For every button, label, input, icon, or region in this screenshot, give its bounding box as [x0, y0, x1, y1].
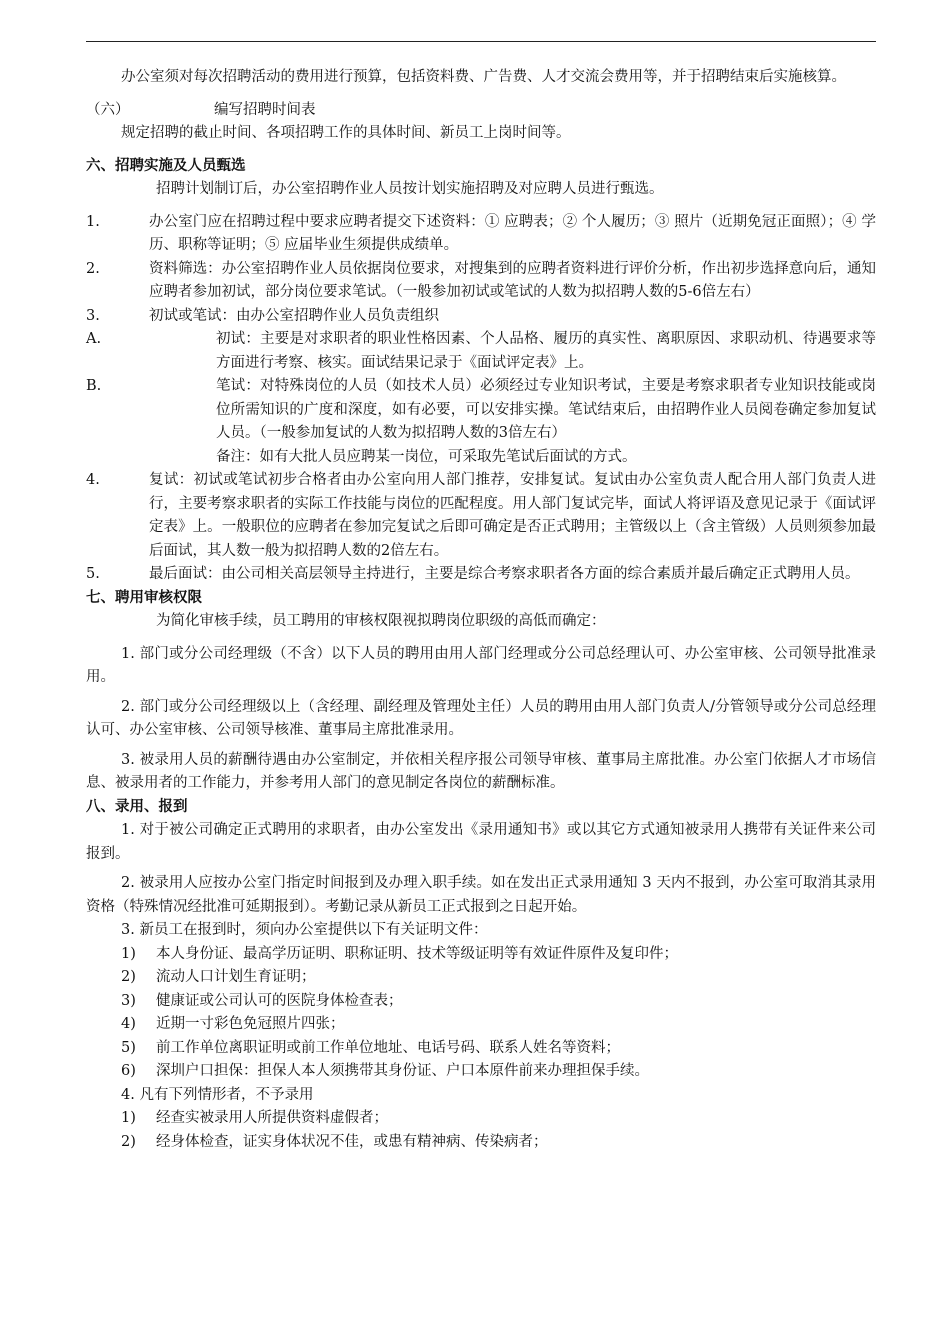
section-title: 编写招聘时间表: [214, 101, 316, 118]
list-text: 复试：初试或笔试初步合格者由办公室向用人部门推荐，安排复试。复试由办公室负责人配合用人部门负责人进行，主要考察求职者的实际工作技能与岗位的匹配程度。用人部门复试完毕，面试人将评语及意见记录于《面试评定表》上。一般职位的应聘者在参加完复试之后即可确定是否正式聘用；主管级以上（含主管级）人员则须参加最后面试，其人数一般为拟招聘人数的2倍左右。: [149, 472, 876, 559]
document-page: [86, 66, 876, 1154]
list-text: 经身体检查，证实身体状况不佳，或患有精神病、传染病者；: [156, 1133, 548, 1150]
document-item: [86, 1037, 876, 1061]
list-item: [86, 211, 876, 258]
list-item: [86, 375, 876, 446]
list-text: 经查实被录用人所提供资料虚假者；: [156, 1110, 388, 1126]
list-number: 5.: [86, 566, 100, 582]
heading-recruitment-implementation: 六、招聘实施及人员甄选: [86, 157, 246, 174]
list-number: B.: [86, 378, 102, 394]
employment-rule-1: 1. 对于被公司确定正式聘用的求职者，由办公室发出《录用通知书》或以其它方式通知被录用人携带有关证件来公司报到。: [86, 822, 876, 862]
note-line: 备注：如有大批人员应聘某一岗位，可采取先笔试后面试的方式。: [216, 448, 637, 465]
list-number: A.: [86, 331, 102, 347]
approval-rule-3: 3. 被录用人员的薪酬待遇由办公室制定，并依相关程序报公司领导审核、董事局主席批准。办公室门依据人才市场信息、被录用者的工作能力，并参考用人部门的意见制定各岗位的薪酬标准。: [86, 751, 876, 791]
list-number: 2): [121, 1133, 136, 1150]
list-item: [86, 305, 876, 329]
list-text: 初试：主要是对求职者的职业性格因素、个人品格、履历的真实性、离职原因、求职动机、待遇要求等方面进行考察、核实。面试结果记录于《面试评定表》上。: [216, 331, 876, 371]
list-text: 前工作单位离职证明或前工作单位地址、电话号码、联系人姓名等资料；: [156, 1039, 620, 1056]
list-text: 资料筛选：办公室招聘作业人员依据岗位要求，对搜集到的应聘者资料进行评价分析，作出初步选择意向后，通知应聘者参加初试，部分岗位要求笔试。（一般参加初试或笔试的人数为拟招聘人数的5-6倍左右）: [149, 260, 876, 300]
list-number: 6): [121, 1063, 136, 1079]
list-item: [86, 328, 876, 375]
list-number: 1): [121, 945, 136, 962]
list-number: 1): [121, 1110, 136, 1126]
list-number: 2.: [86, 260, 100, 277]
list-text: 本人身份证、最高学历证明、职称证明、技术等级证明等有效证件原件及复印件；: [156, 945, 678, 962]
list-item: [86, 563, 876, 587]
list-number: 3): [121, 992, 136, 1009]
list-number: 3.: [86, 307, 100, 324]
budget-paragraph: 办公室须对每次招聘活动的费用进行预算，包括资料费、广告费、人才交流会费用等，并于招聘结束后实施核算。: [121, 69, 846, 85]
employment-rule-4: 4. 凡有下列情形者，不予录用: [121, 1086, 314, 1103]
employment-rule-3: 3. 新员工在报到时，须向办公室提供以下有关证明文件：: [121, 922, 488, 938]
schedule-paragraph: 规定招聘的截止时间、各项招聘工作的具体时间、新员工上岗时间等。: [121, 125, 571, 141]
heading-employment-report: 八、录用、报到: [86, 798, 188, 815]
list-text: 笔试：对特殊岗位的人员（如技术人员）必须经过专业知识考试，主要是考察求职者专业知识技能或岗位所需知识的广度和深度，如有必要，可以安排实操。笔试结束后，由招聘作业人员阅卷确定参加复试人员。（一般参加复试的人数为拟招聘人数的3倍左右）: [216, 378, 876, 441]
recruitment-intro: 招聘计划制订后，办公室招聘作业人员按计划实施招聘及对应聘人员进行甄选。: [156, 181, 664, 197]
document-item: [86, 990, 876, 1014]
list-text: 健康证或公司认可的医院身体检查表；: [156, 992, 403, 1009]
list-text: 办公室门应在招聘过程中要求应聘者提交下述资料：① 应聘表；② 个人履历；③ 照片（近期免冠正面照）；④ 学历、职称等证明；⑤ 应届毕业生须提供成绩单。: [149, 213, 876, 253]
list-number: 4.: [86, 472, 100, 488]
list-text: 最后面试：由公司相关高层领导主持进行，主要是综合考察求职者各方面的综合素质并最后确定正式聘用人员。: [149, 566, 860, 582]
exclusion-item: [86, 1131, 876, 1155]
document-item: [86, 943, 876, 967]
approval-rule-2: 2. 部门或分公司经理级以上（含经理、副经理及管理处主任）人员的聘用由用人部门负责人/分管领导或分公司总经理认可、办公室审核、公司领导核准、董事局主席批准录用。: [86, 698, 876, 738]
heading-approval-authority: 七、聘用审核权限: [86, 589, 202, 606]
list-number: 5): [121, 1039, 136, 1056]
list-text: 近期一寸彩色免冠照片四张；: [156, 1016, 345, 1032]
list-number: 4): [121, 1016, 136, 1032]
approval-intro: 为简化审核手续，员工聘用的审核权限视拟聘岗位职级的高低而确定：: [156, 613, 606, 629]
document-item: [86, 1013, 876, 1037]
document-item: [86, 966, 876, 990]
list-item: [86, 469, 876, 563]
list-number: 1.: [86, 213, 100, 230]
section-label: （六）: [86, 101, 130, 118]
list-text: 深圳户口担保：担保人本人须携带其身份证、户口本原件前来办理担保手续。: [156, 1063, 649, 1079]
section-6-schedule-heading: [86, 99, 876, 123]
exclusion-item: [86, 1107, 876, 1131]
employment-rule-2: 2. 被录用人应按办公室门指定时间报到及办理入职手续。如在发出正式录用通知 3 天内不报到，办公室可取消其录用资格（特殊情况经批准可延期报到）。考勤记录从新员工正式报到之日起开始。: [86, 875, 876, 915]
header-rule: [86, 41, 876, 42]
list-number: 2): [121, 969, 136, 985]
list-text: 初试或笔试：由办公室招聘作业人员负责组织: [149, 307, 439, 324]
list-item: [86, 258, 876, 305]
document-item: [86, 1060, 876, 1084]
list-text: 流动人口计划生育证明；: [156, 969, 316, 985]
approval-rule-1: 1. 部门或分公司经理级（不含）以下人员的聘用由用人部门经理或分公司总经理认可、办公室审核、公司领导批准录用。: [86, 645, 876, 685]
